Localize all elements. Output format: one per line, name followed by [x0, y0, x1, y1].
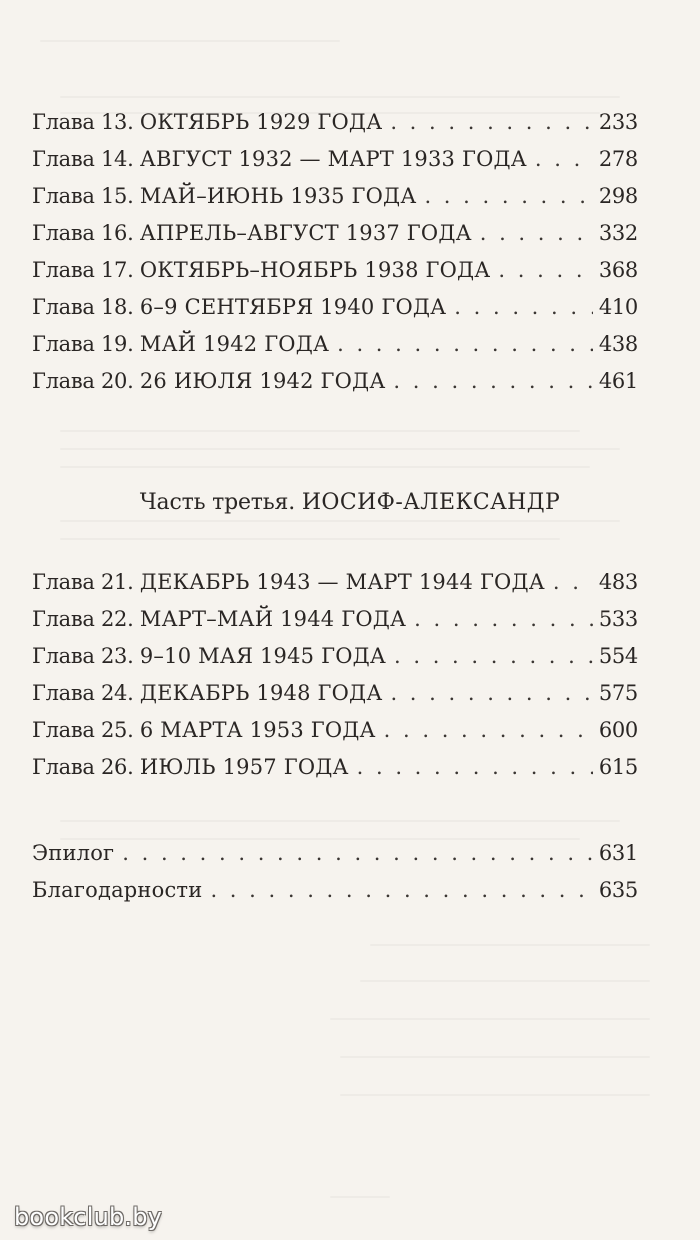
toc-entry	[32, 681, 638, 718]
toc-entry-leader-dots	[357, 755, 593, 779]
toc-entry-chapter-number: Глава 16.	[32, 221, 134, 245]
toc-entry	[32, 258, 638, 295]
toc-entry-chapter-number: Глава 22.	[32, 607, 134, 631]
toc-entry-leader-dots	[414, 607, 593, 631]
toc-back-matter	[32, 841, 638, 915]
toc-entry-leader-dots	[390, 110, 592, 134]
toc-entry-title: 6 МАРТА 1953 ГОДА	[139, 718, 376, 742]
toc-entry-page-number: 575	[598, 681, 638, 705]
toc-entry	[32, 147, 638, 184]
toc-entry-title: МАЙ–ИЮНЬ 1935 ГОДА	[139, 184, 417, 208]
toc-entry-title: АВГУСТ 1932 — МАРТ 1933 ГОДА	[139, 147, 527, 171]
toc-entry-leader-dots	[498, 258, 592, 282]
toc-entry	[32, 878, 638, 915]
toc-entry-leader-dots	[394, 644, 593, 668]
toc-entry-title: 9–10 МАЯ 1945 ГОДА	[139, 644, 386, 668]
toc-entry-leader-dots	[553, 570, 593, 594]
toc-entry-page-number: 615	[598, 755, 638, 779]
toc-entry-title: АПРЕЛЬ–АВГУСТ 1937 ГОДА	[139, 221, 472, 245]
toc-entry	[32, 369, 638, 406]
toc-entry-leader-dots	[454, 295, 593, 319]
toc-entry-page-number: 483	[598, 570, 638, 594]
toc-entry-page-number: 332	[598, 221, 638, 245]
toc-entry-chapter-number: Глава 21.	[32, 570, 134, 594]
toc-entry-chapter-number: Глава 20.	[32, 369, 134, 393]
toc-entry-page-number: 533	[598, 607, 638, 631]
toc-entry-title: 26 ИЮЛЯ 1942 ГОДА	[139, 369, 386, 393]
toc-entry-chapter-number: Глава 15.	[32, 184, 134, 208]
toc-entry-leader-dots	[210, 878, 592, 902]
toc-entry-leader-dots	[122, 841, 593, 865]
toc-entry-title: 6–9 СЕНТЯБРЯ 1940 ГОДА	[139, 295, 447, 319]
toc-entry-page-number: 233	[598, 110, 638, 134]
toc-chapters-part-two	[32, 110, 638, 406]
toc-entry-title: Эпилог	[32, 841, 115, 865]
part-heading-title: ИОСИФ-АЛЕКСАНДР	[301, 490, 561, 515]
toc-entry-chapter-number: Глава 17.	[32, 258, 134, 282]
toc-entry-page-number: 631	[598, 841, 638, 865]
toc-entry-title: ДЕКАБРЬ 1948 ГОДА	[139, 681, 383, 705]
toc-entry-chapter-number: Глава 24.	[32, 681, 134, 705]
toc-entry-title: ОКТЯБРЬ 1929 ГОДА	[139, 110, 383, 134]
toc-entry-page-number: 635	[598, 878, 638, 902]
toc-entry-chapter-number: Глава 23.	[32, 644, 134, 668]
toc-entry	[32, 295, 638, 332]
toc-entry-chapter-number: Глава 14.	[32, 147, 134, 171]
toc-entry-page-number: 461	[598, 369, 638, 393]
toc-entry	[32, 110, 638, 147]
toc-entry-page-number: 438	[598, 332, 638, 356]
toc-entry	[32, 332, 638, 369]
toc-entry-title: ОКТЯБРЬ–НОЯБРЬ 1938 ГОДА	[139, 258, 491, 282]
toc-entry-page-number: 278	[598, 147, 638, 171]
toc-entry-leader-dots	[424, 184, 592, 208]
toc-entry-title: МАРТ–МАЙ 1944 ГОДА	[139, 607, 407, 631]
toc-entry-chapter-number: Глава 25.	[32, 718, 134, 742]
toc-entry-chapter-number: Глава 26.	[32, 755, 134, 779]
toc-entry-chapter-number: Глава 18.	[32, 295, 134, 319]
toc-entry-leader-dots	[390, 681, 592, 705]
toc-entry-chapter-number: Глава 19.	[32, 332, 134, 356]
toc-entry-page-number: 410	[598, 295, 638, 319]
toc-entry	[32, 570, 638, 607]
toc-entry-title: Благодарности	[32, 878, 203, 902]
watermark-logo: bookclub.by	[14, 1203, 163, 1231]
toc-chapters-part-three	[32, 570, 638, 792]
toc-entry-leader-dots	[535, 147, 593, 171]
toc-entry-page-number: 298	[598, 184, 638, 208]
toc-entry	[32, 644, 638, 681]
toc-entry-title: МАЙ 1942 ГОДА	[139, 332, 330, 356]
toc-entry-page-number: 600	[598, 718, 638, 742]
toc-entry	[32, 184, 638, 221]
toc-entry	[32, 755, 638, 792]
toc-entry	[32, 607, 638, 644]
part-heading-prefix: Часть третья.	[139, 490, 296, 515]
toc-entry	[32, 221, 638, 258]
part-heading	[0, 490, 700, 515]
toc-entry-page-number: 368	[598, 258, 638, 282]
toc-entry	[32, 718, 638, 755]
toc-entry-title: ИЮЛЬ 1957 ГОДА	[139, 755, 349, 779]
toc-entry-leader-dots	[337, 332, 593, 356]
toc-entry	[32, 841, 638, 878]
toc-entry-page-number: 554	[598, 644, 638, 668]
toc-entry-leader-dots	[384, 718, 593, 742]
toc-entry-chapter-number: Глава 13.	[32, 110, 134, 134]
toc-entry-leader-dots	[480, 221, 593, 245]
toc-entry-title: ДЕКАБРЬ 1943 — МАРТ 1944 ГОДА	[139, 570, 545, 594]
toc-entry-leader-dots	[393, 369, 592, 393]
